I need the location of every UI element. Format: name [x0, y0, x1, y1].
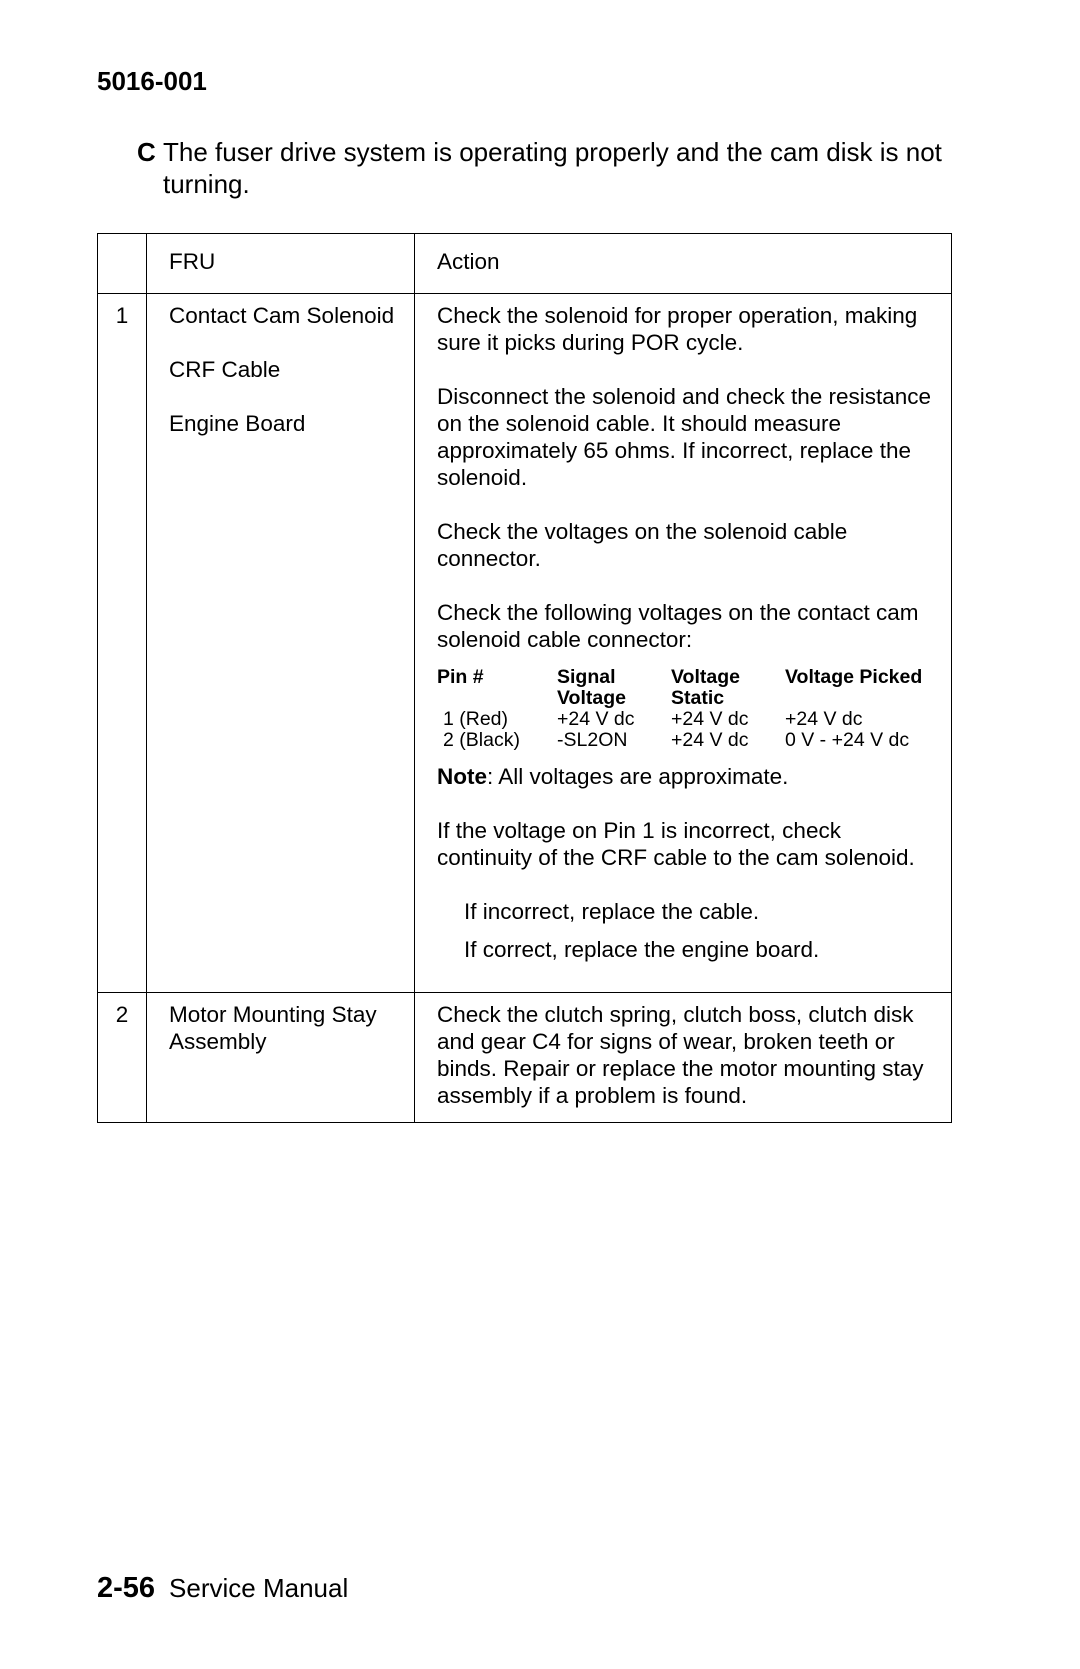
note: [437, 763, 939, 790]
fru-item: Motor Mounting Stay Assembly: [169, 1002, 377, 1054]
voltage-row: [437, 730, 927, 751]
step-intro: [137, 136, 957, 200]
header-action: Action: [415, 234, 952, 294]
header-number: [98, 234, 147, 294]
voltage-row: [437, 709, 927, 730]
voltage-cell: -SL2ON: [557, 729, 628, 751]
voltage-header: Voltage Picked: [785, 666, 923, 688]
voltage-header: Pin #: [437, 666, 484, 688]
voltage-table: [437, 667, 927, 751]
note-text: : All voltages are approximate.: [487, 764, 789, 789]
row-number: 2: [98, 993, 147, 1123]
action-cell: [415, 294, 952, 993]
action-paragraph: Check the clutch spring, clutch boss, clutch disk and gear C4 for signs of wear, broken teeth or binds. Repair or replace the motor mounting stay assembly if a problem is found.: [437, 1002, 924, 1108]
action-subitem: If correct, replace the engine board.: [464, 937, 820, 962]
row-number: 1: [98, 294, 147, 993]
fru-item: Contact Cam Solenoid: [169, 303, 395, 328]
action-paragraph: If the voltage on Pin 1 is incorrect, check continuity of the CRF cable to the cam solenoid.: [437, 818, 915, 870]
voltage-table-header: [437, 667, 927, 709]
action-subitem: If incorrect, replace the cable.: [464, 899, 760, 924]
voltage-cell: +24 V dc: [785, 708, 863, 730]
voltage-cell: 2 (Black): [443, 729, 520, 751]
document-id: 5016-001: [97, 66, 207, 96]
voltage-header: Voltage Static: [671, 666, 740, 709]
voltage-cell: +24 V dc: [671, 729, 749, 751]
table-row: [98, 993, 952, 1123]
voltage-cell: 0 V - +24 V dc: [785, 729, 910, 751]
footer-title: Service Manual: [169, 1573, 349, 1603]
note-label: Note: [437, 764, 487, 789]
action-paragraph: Disconnect the solenoid and check the resistance on the solenoid cable. It should measure approximately 65 ohms. If incorrect, replace the solenoid.: [437, 384, 932, 490]
step-description: The fuser drive system is operating properly and the cam disk is not turning.: [163, 137, 942, 199]
voltage-cell: 1 (Red): [443, 708, 509, 730]
fru-item: CRF Cable: [169, 357, 281, 382]
voltage-cell: +24 V dc: [557, 708, 635, 730]
voltage-cell: +24 V dc: [671, 708, 749, 730]
step-letter: C: [137, 137, 156, 167]
fru-cell: [147, 993, 415, 1123]
action-paragraph: Check the following voltages on the contact cam solenoid cable connector:: [437, 600, 919, 652]
fru-item: Engine Board: [169, 411, 306, 436]
voltage-header: Signal Voltage: [557, 666, 626, 709]
table-header-row: [98, 234, 952, 294]
page-footer: [97, 1572, 348, 1605]
table-row: [98, 294, 952, 993]
fru-action-table: [97, 233, 952, 1123]
page-number: 2-56: [97, 1572, 156, 1604]
fru-cell: [147, 294, 415, 993]
action-cell: [415, 993, 952, 1123]
action-paragraph: Check the voltages on the solenoid cable connector.: [437, 519, 848, 571]
header-fru: FRU: [147, 234, 415, 294]
action-paragraph: Check the solenoid for proper operation, making sure it picks during POR cycle.: [437, 303, 918, 355]
